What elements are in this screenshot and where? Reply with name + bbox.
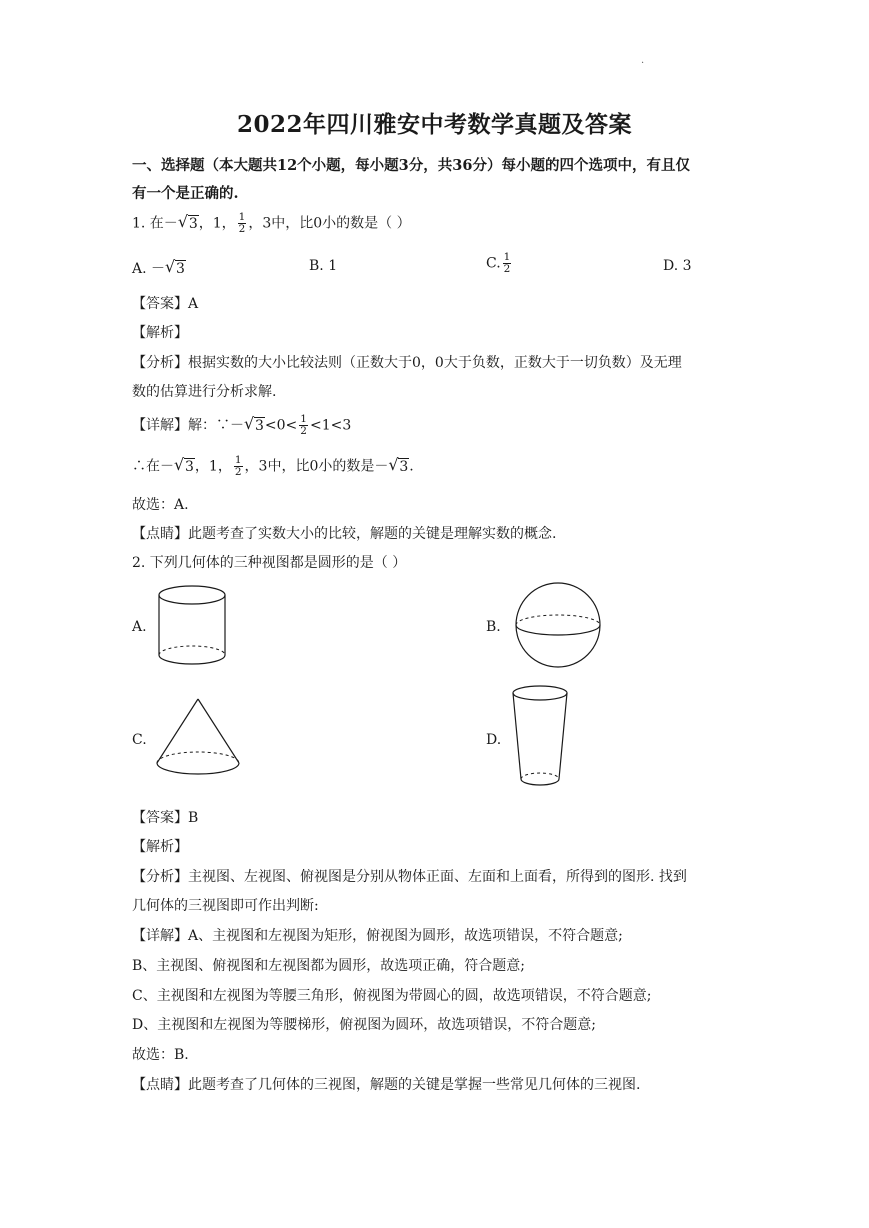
q1-answer: 【答案】A — [132, 296, 199, 312]
q1-fenxi-line2: 数的估算进行分析求解. — [132, 384, 277, 400]
q1-stem — [132, 212, 411, 235]
q1-detail: 【详解】解：∵－ √ 3<0< $\frac{1}{2}$ <1<3 — [132, 413, 352, 437]
cup-figure — [509, 683, 571, 793]
fraction-one-half: $\frac{1}{2}$ — [238, 211, 246, 235]
q1-option-a: A. － √ 3 — [132, 257, 185, 277]
q2-stem: 2. 下列几何体的三种视图都是圆形的是（ ） — [132, 555, 407, 571]
q1-comment: 【点睛】此题考查了实数大小的比较，解题的关键是理解实数的概念. — [132, 526, 557, 542]
q1-option-b: B. 1 — [309, 258, 338, 274]
q2-option-c-label: C. — [132, 732, 147, 748]
q1-stem-mid: ，1， — [198, 215, 236, 232]
q2-choose: 故选：B. — [132, 1047, 189, 1063]
q1-stem-post: ，3中，比0小的数是（ ） — [248, 215, 411, 232]
q2-option-b-label: B. — [486, 619, 501, 635]
q2-detail-b: B、主视图、俯视图和左视图都为圆形，故选项正确，符合题意; — [132, 958, 526, 974]
q1-choose: 故选：A. — [132, 497, 189, 513]
cone-figure — [153, 695, 243, 781]
q1-option-d: D. 3 — [663, 258, 692, 274]
section-heading-line2: 有一个是正确的. — [132, 185, 239, 202]
section-heading-line1: 一、选择题（本大题共12个小题，每小题3分，共36分）每小题的四个选项中，有且仅 — [132, 157, 690, 174]
q1-option-c: C. $\frac{1}{2}$ — [486, 251, 511, 275]
sphere-figure — [509, 582, 607, 670]
sqrt-3: √ 3 — [177, 211, 198, 232]
q1-stem-pre: 1. 在－ — [132, 215, 178, 232]
q2-answer: 【答案】B — [132, 810, 199, 826]
q2-option-a-label: A. — [132, 619, 147, 635]
q1-jiexi: 【解析】 — [132, 325, 188, 341]
q2-comment: 【点睛】此题考查了几何体的三视图，解题的关键是掌握一些常见几何体的三视图. — [132, 1077, 641, 1093]
q2-detail-a: 【详解】A、主视图和左视图为矩形，俯视图为圆形，故选项错误，不符合题意; — [132, 928, 623, 944]
q2-option-d-label: D. — [486, 732, 502, 748]
header-dot: · — [641, 58, 645, 69]
page-title: 2022年四川雅安中考数学真题及答案 — [236, 111, 632, 138]
q2-detail-c: C、主视图和左视图为等腰三角形，俯视图为带圆心的圆，故选项错误，不符合题意; — [132, 988, 652, 1004]
q2-detail-d: D、主视图和左视图为等腰梯形，俯视图为圆环，故选项错误，不符合题意; — [132, 1017, 596, 1033]
q2-fenxi-line1: 【分析】主视图、左视图、俯视图是分别从物体正面、左面和上面看，所得到的图形. 找到 — [132, 869, 687, 885]
q2-fenxi-line2: 几何体的三视图即可作出判断: — [132, 898, 319, 914]
q2-jiexi: 【解析】 — [132, 839, 188, 855]
q1-therefore: ∴在－ √ 3，1， $\frac{1}{2}$ ，3中，比0小的数是－ √ 3. — [132, 454, 414, 478]
q1-fenxi-line1: 【分析】根据实数的大小比较法则（正数大于0，0大于负数，正数大于一切负数）及无理 — [132, 355, 682, 371]
cylinder-figure — [155, 583, 229, 669]
